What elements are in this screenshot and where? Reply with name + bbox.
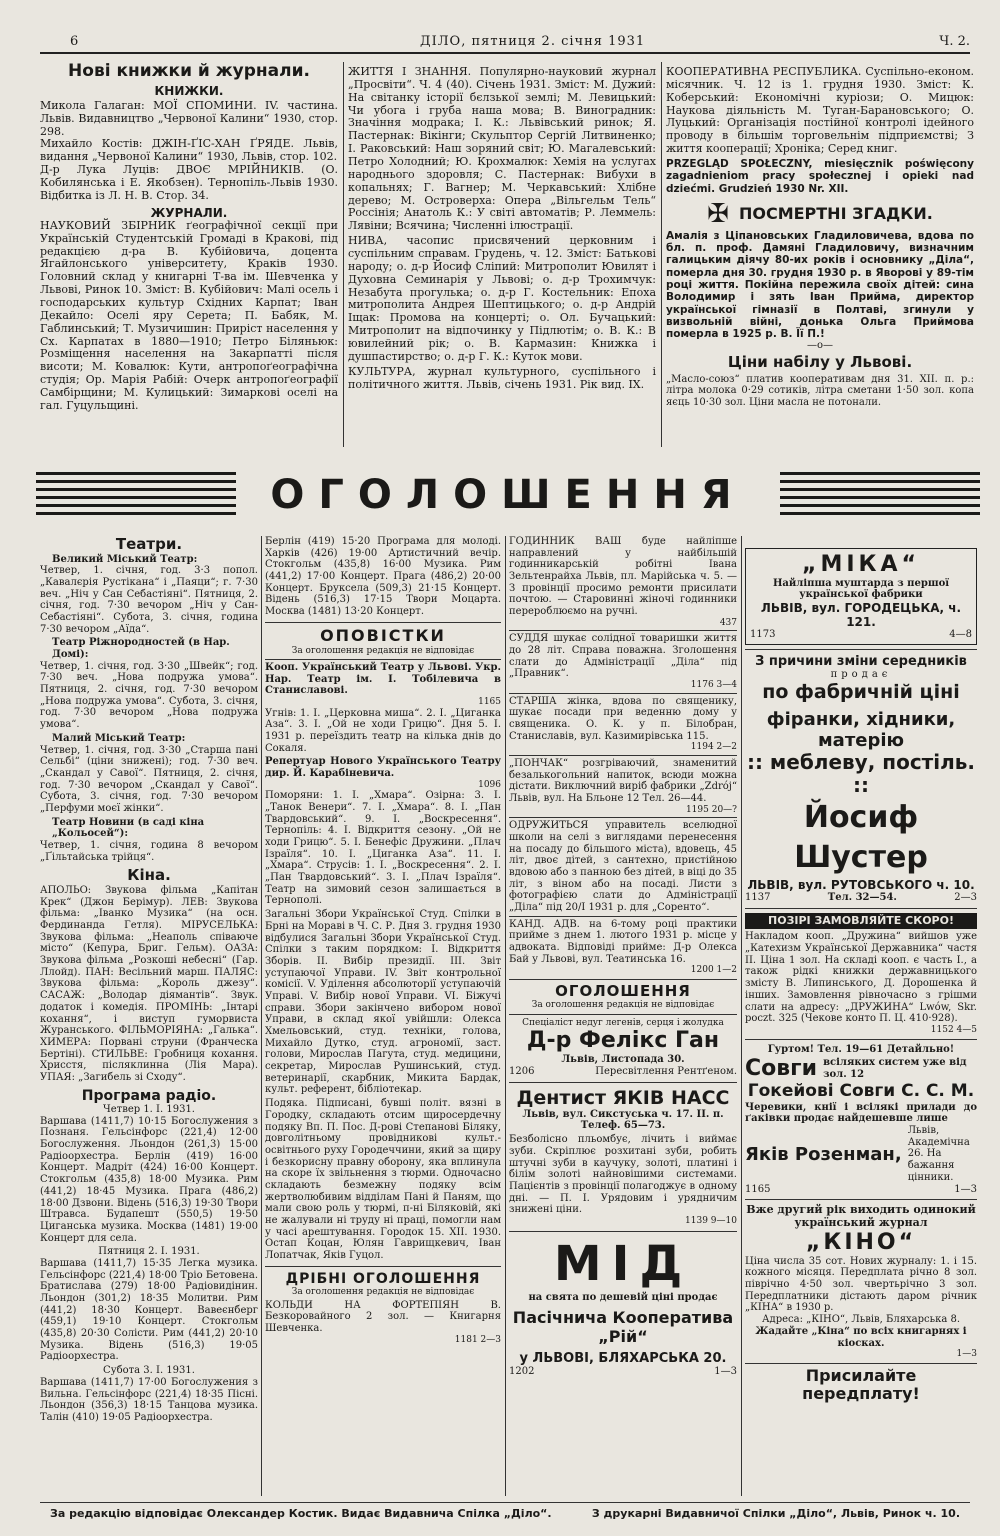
announcements-disclaimer: За оголошення редакція не відповідає <box>531 1000 715 1011</box>
radio-day: Пятниця 2. І. 1931. <box>98 1246 200 1258</box>
ad-number: 1139 9—10 <box>685 1215 737 1226</box>
ad-number: 1194 2—2 <box>690 742 737 753</box>
announcements-banner <box>36 462 980 528</box>
journal-entry: НАУКОВИЙ ЗБІРНИК ґеографічної секції при Українській Студентській Громаді в Кракові, під редакцією д-ра В. Кубійовича, доцента Ягайлонського університету, Краків 1930. Головний склад у книгарні Т-ва ім. Шевченка у Львові, Ринок 10. Зміст: В. Кубійович: Малі осель і господарських культур Східних Карпат; Іван Декайло: Оселі яру Серета; П. Бабяк, М. Габлинський; Т. Музичишин: Приріст населення у Сх. Карпатах в 1880—1910; Петро Біляньюк: Розміщення населення на Закарпатті після висоти; М. Ковалюк: Кути, антропоґеографічна студія; Ор. Марія Рабій: Очерк антропоґеографії Самбірщини; М. Кулицький: Зимаркові оселі на гал. Гуцульщині. <box>40 218 338 412</box>
dentist-text: Безболісно пльомбує, лічить і виймає зуби. Скріплює розхитані зуби, робить штучні зуби в каучуку, золоті, платині і білім золоті найновішими системами. Пацієнтів з провінції полагоджує в одному дні. — П. І. Урядовим і урядничим знижені ціни. <box>509 1134 737 1216</box>
book-entry: Михайло Костів: ДЖІН-ҐІС-ХАН ҐРЯДЕ. Львів, видання „Червоної Калини“ 1930, Львів, стор. 102. <box>40 137 338 164</box>
honey-address: у ЛЬВОВІ, БЛЯХАРСЬКА 20. <box>519 1350 727 1366</box>
theatre-schedule: Четвер, 1. січня, год. 3·30 „Старша пані Сельбі“ (ціни знижені); год. 7·30 веч. „Скандал у Савої“. Пятниця, 2. січня, год. 7·30 вечором „Скандал у Савої“. Субота, 3. січня, год. 7·30 вечором „Перфуми моєї жінки“. <box>40 744 258 814</box>
ads-column-center <box>509 536 737 1498</box>
theatre-schedule: Четвер, 1. січня, год. 3·30 „Швейк“; год. 7·30 веч. „Нова подружа умова“. Пятниця, 2. січня, год. 7·30 вечором „Нова подружа умова“. Субота, 3. січня, год. 7·30 вечором „Нова подружа умова“. <box>40 660 258 731</box>
notice-student-union: Загальні Збори Української Студ. Спілки в Брні на Мораві в Ч. С. Р. Дня 3. грудня 1930 відбулися Загальні Збори Української Студ. Спілки з таким порядком: I. Відкриття Зборів. II. Вибір президії. III. Звіт уступаючої Управи. IV. Звіт контрольної комісії. V. Уділення абсолюторії уступаючій Управі. V. Вибір нової Управи. VI. Біжучі справи. Збори закінчено вибором нової Управи, в склад якої увійшли: Олекса Хмельовський, студ. техніки, голова, Михайло Дутко, студ. агрономії, заст. голови, Мирослав Пагута, студ. медицини, секретар, Мирослав Рушинський, студ. ветеринарії, скарбник, Микита Бардак, культ. референт, бібліотекар. <box>265 909 501 1096</box>
separator: —о— <box>806 340 834 352</box>
dentist-name: Дентист ЯКІВ НАСС <box>516 1086 730 1109</box>
cinemas-title: Кіна. <box>127 866 171 885</box>
issue-number: Ч. 2. <box>939 34 970 49</box>
column-divider <box>261 536 262 1496</box>
footer-editor: За редакцію відповідає Олександер Костик. Видає Видавнича Спілка „Діло“. <box>50 1507 552 1520</box>
announcements-title: ОГОЛОШЕННЯ <box>555 981 691 1000</box>
mika-text: Найліпша муштарда з першої української фабрики <box>772 577 950 601</box>
ad-number: 1165 <box>745 1183 771 1195</box>
mika-ad <box>745 548 977 645</box>
radio-program: Варшава (1411,7) 10·15 Богослужения з Познаня. Гельсінфорс (221,4) 12·00 Богослуження. Льондон (261,3) 15·00 Радіоорхестра. Берлін (419) 16·00 Концерт. Мадріт (424) 16·00 Концерт. Стокгольм (435,8) 18·00 Музика. Рим (441,2) 18·45 Музика. Прага (486,2) 18·00 Дзвони. Відень (516,3) 19·30 Твори Штравса. Будапешт (550,5) 19·50 Циганська музика. Москва (1481) 19·00 Концерт для села. <box>40 1115 258 1244</box>
ad-number: 1195 20—? <box>685 804 737 815</box>
radio-title: Програма радіо. <box>81 1087 217 1104</box>
obituary-heading <box>666 198 974 229</box>
kino-title: „КІНО“ <box>805 1229 917 1255</box>
radio-day: Четвер 1. І. 1931. <box>103 1104 195 1116</box>
journals-column <box>348 66 656 450</box>
small-ad-ponchak: „ПОНЧАК“ розгріваючий, знаменитий безалькогольний напиток, всюди можна дістати. Виключний виріб фабрики „Zdrój“ Львів, вул. На Бльоне 12 Тел. 26—44. <box>509 757 737 804</box>
ad-number: 4—8 <box>949 629 972 641</box>
notice-theatre: Кооп. Український Театр у Львові. Укр. Нар. Театр ім. І. Тобілевича в Станиславові. <box>265 662 501 697</box>
small-ad: КОЛЬДИ НА ФОРТЕПІЯН В. Безкоровайного 2 зол. — Книгарня Шевченка. <box>265 1299 501 1335</box>
ad-number: 1176 3—4 <box>690 680 737 691</box>
radio-continued: Берлін (419) 15·20 Програма для молоді. Харків (426) 19·00 Артистичний вечір. Стокгольм (435,8) 16·00 Музика. Рим (441,2) 17·00 Концерт. Прага (486,2) 20·00 Концерт. Бруксела (509,3) 21·15 Концерт. Відень (516,3) 17·15 Твори Моцарта. Москва (1481) 13·20 Концерт. <box>265 536 501 618</box>
skates-seller: Яків Розенман, <box>745 1143 902 1165</box>
small-ads-disclaimer: За оголошення редакція не відповідає <box>291 1287 475 1298</box>
mika-address: ЛЬВІВ, вул. ГОРОДЕЦЬКА, ч. 121. <box>760 601 962 630</box>
skates-phone: Гуртом! Тел. 19—61 Детайльно! <box>767 1044 955 1056</box>
ad-number: 1096 <box>478 779 501 790</box>
page-number: 6 <box>70 34 79 49</box>
radio-program: Варшава (1411,7) 15·35 Легка музика. Гельсінфорс (221,4) 18·00 Тріо Бетовена. Братислава (279) 18·00 Радіовидінин. Льондон (301,2) 18·35 Молитви. Рим (441,2) 18·30 Концерт. Вавеєнберг (459,1) 19·10 Концерт. Стокгольм (435,8) 20·30 Солісти. Рим (441,2) 20·10 Музика. Відень (516,3) 19·05 Радіоорхестра. <box>40 1257 258 1363</box>
notice-thanks: Подяка. Підписані, бувші політ. вязні в Городку, складають отсим щиросердечну подяку Вп. П. Пос. Д-рові Степанові Біляку, довголітньому провідникові культ.-освітнього руху Городеччини, який за щиру і безкорисну правну оборону, яка вплинула на скоре їх звільнення з тюрми. Одночасно складають безмежну подяку всім жертволюбивим відділам Пані й Паням, що мали свою роль у тюрмі, п-ні Біляковій, які не жалували ні труду ні праці, помогли нам у часі арештування. Городок 15. XII. 1930. Остап Коцан, Юлян Гаврищкевич, Іван Лопатчак, Яків Гуцол. <box>265 1098 501 1262</box>
small-ad: СТАРША жінка, вдова по священику, шукає посади при веденню дому у священика. О. К. у п. Білобран, Станиславів, вул. Казимирівська 115. <box>509 695 737 742</box>
theatre-name: Театр Ріжнородностей (в Нар. Домі): <box>52 637 230 661</box>
honey-title: МІД <box>553 1235 693 1292</box>
theatres-column <box>40 536 258 1498</box>
honey-subtitle: на свята по дешевій ціні продає <box>528 1291 718 1303</box>
doctor-specialty: Спеціаліст недуг легенів, серця і жолудка <box>522 1017 724 1028</box>
dentist-phone: Телеф. 65—73. <box>580 1120 666 1132</box>
skates-text: Черевики, кнії і всілякі прилади до ґаківки продає найдешевше лише <box>745 1101 977 1125</box>
ad-number: 1173 <box>750 629 776 641</box>
notice-theatre-schedule: Угнів: 1. I. „Церковна миша“. 2. I. „Циганка Аза“. 3. I. „Ой не ходи Грицю“. Дня 5. I. 1931 р. переїздить театр на кілька днів до Сокаля. <box>265 707 501 754</box>
skates-price: всіляких систем уже від зол. 12 <box>823 1057 967 1080</box>
shuster-price: по фабричній ціні <box>762 680 960 703</box>
theatre-name: Малий Міський Театр: <box>52 732 186 744</box>
mika-title: „МІКА“ <box>801 552 920 577</box>
notices-column <box>265 536 501 1498</box>
journal-kooperatyvna: КООПЕРАТИВНА РЕСПУБЛИКА. Суспільно-економ. місячник. Ч. 12 із 1. грудня 1930. Зміст: К. Коберський: Економічні куріози; О. Мицюк: Наукова діяльність М. Туган-Барановського; О. Луцький: Організація постійної контролі ідейного проводу в більшім торговельнім підприємстві; З життя кооперації; Хроніка; Серед книг. <box>666 66 974 156</box>
shuster-name: Йосиф Шустер <box>794 799 928 875</box>
shuster-phone: Тел. 32—54. <box>827 891 897 903</box>
shuster-goods-2: :: меблеву, постіль. :: <box>746 750 976 798</box>
cooperative-column <box>666 66 974 452</box>
column-divider <box>661 62 662 447</box>
small-ads-title: ДРІБНІ ОГОЛОШЕННЯ <box>285 1270 481 1287</box>
notice-repertoire-title: Репертуар Нового Українського Театру дир. Й. Карабіневича. <box>265 756 501 780</box>
ad-number: 1—3 <box>956 1349 977 1360</box>
book-entry: Микола Галаган: МОЇ СПОМИНИ. IV. частина. Львів. Видавництво „Червоної Калини“ 1930, стор. 298. <box>40 98 338 138</box>
ads-column-right <box>745 536 977 1498</box>
subscribe-call: Присилайте передплату! <box>802 1365 920 1404</box>
ad-number: 1—3 <box>714 1365 737 1377</box>
cinema-listings: АПОЛЬО: Звукова фільма „Капітан Крек“ (Джон Берімур). ЛЕВ: Звукова фільма: „Іванко Музика“ (на осн. Фердинанда Гетля). МІРУСЕЛЬКА: Звукова фільма: „Неаполь співаюче місто“ (Кепура, Бриг. Гельм). ОАЗА: Звукова фільма „Розкоші небесні“ (Гар. Ллойд). ПАН: Весільний марш. ПАЛЯС: Звукова фільма: „Король джезу“. САСАЖ: „Володар діямантів“. Звук. додаток і комедія. ПРОМІНЬ: „Інтарі кохання“, і виступ гуморвиста Журанського. ФІЛЬМОРІЯНА: „Галька“. ХИМЕРА: Порвані струни (Франческа Бертіні). СТИЛЬВЕ: Гробниця кохання. Хрисстя, післяклинна (Лія Мара). УПАЯ: „Загибель зі Сходу“. <box>40 884 258 1083</box>
radio-day: Субота 3. І. 1931. <box>103 1365 195 1377</box>
books-title: Нові книжки й журнали. <box>68 62 310 81</box>
prices-title: Ціни набілу у Львові. <box>727 353 913 372</box>
column-divider <box>343 62 344 447</box>
ad-number: 1181 2—3 <box>454 1334 501 1345</box>
journal-nyva: НИВА, часопис присвячений церковним і суспільним справам. Грудень, ч. 12. Зміст: Батькові народу; о. д-р Йосиф Сліпий: Митрополит Ювилят і Духовна Семинарія у Львові; о. д-р Трохимчук: Незабута прогулька; о. д-р Г. Костельник: Епоха митрополита Андрея Шептицького; о. д-р Андрій Іщак: Промова на концерті; о. Ол. Бучацький: Митрополит на відпочинку у Підлютім; о. В. К.: В ювилейний рік; о. В. Кармазин: Книжка і душпастирство; о. д-р Г. К.: Куток мови. <box>348 234 656 363</box>
small-ad: СУДДЯ шукає солідної товаришки життя до 28 літ. Справа поважна. Зголошення слати до Адміністрації „Діла“ під „Правник“. <box>509 633 737 680</box>
ad-number: 1200 1—2 <box>690 965 737 976</box>
shuster-goods: фіранки, хідники, матерію <box>766 708 956 752</box>
footer-printer: З друкарні Видавничої Спілки „Діло“, Львів, Ринок ч. 10. <box>591 1507 960 1520</box>
masthead: ДІЛО, пятниця 2. січня 1931 <box>420 34 646 49</box>
theatre-name: Великий Міський Театр: <box>52 553 198 565</box>
obituary-text: Амалія з Ціпановських Гладиловичева, вдова по бл. п. проф. Дамяні Гладиловичу, визначним галицьким діячу 80-их років і основнику „Діла“, померла дня 30. грудня 1930 р. в Яворові у 89-тім році життя. Покійна пережила своїх дітей: сина Володимир і зять Іван Прийма, директор української гімназії в Полтаві, згинули у визвольній війні, донька Ольга Приймова померла в 1925 р. В. Її П.! <box>666 229 974 341</box>
small-ad-marriage: ОДРУЖИТЬСЯ управитель вселюдної школи на селі з виглядами перенесення на посаду до більшого міста), вдовець, 45 літ, двоє дітей, з сантехно, пристійною вдовою або з панною без дітей, в віці до 35 літ, з віном або на посаді. Листи з фотографією слати до Адміністрації „Діла“ під 20/I 1931 р. для „Соренто“. <box>509 820 737 913</box>
page-header <box>40 30 970 54</box>
radio-program: Варшава (1411,7) 17·00 Богослужения з Вильна. Гельсінфорс (221,4) 18·35 Пісні. Льондон (356,3) 18·15 Танцова музика. Талін (410) 19·05 Радіоорхестра. <box>40 1376 258 1423</box>
ad-number: 1206 <box>509 1065 535 1077</box>
small-ad-lawyer: КАНД. АДВ. на 6-тому році практики прийме з днем 1. лютого 1931 р. місце у адвоката. Відповіді прийме: Д-р Олекса Бай у Львові, вул. Театинська 16. <box>509 918 737 965</box>
ad-number: 437 <box>719 617 737 628</box>
column-divider <box>505 536 506 1496</box>
theatre-schedule: Четвер, 1. січня, год. 3·3 попол. „Кавалєрія Рустікана“ і „Паяци“; г. 7·30 веч. „Ніч у Сан Себастіяні“. Пятниця, 2. січня, год. 7·30 вечором „Ніч у Сан-Себастіяні“. Субота, 3. січня, година 7·30 вечором „Аїда“. <box>40 565 258 635</box>
kino-address: Адреса: „КІНО“, Львів, Бляхарська 8. <box>761 1314 960 1326</box>
theatres-title: Театри. <box>115 536 183 553</box>
small-ad-watchmaker: ГОДИННИК ВАШ буде найліпше направлений у найбільшій годинникарській робітні Івана Зельтенрайха Львів, пл. Марійська ч. 5. — З провінції просимо ремонти присилати почтою. — Старовинні жіночі годинники перероблюємо на ручні. <box>509 536 737 618</box>
kino-intro: Вже другий рік виходить одинокий український журнал <box>746 1203 976 1230</box>
skates-address: Львів, Академічна 26. На бажання цінники. <box>907 1125 970 1183</box>
doctor-name: Д-р Фелікс Ган <box>526 1028 720 1054</box>
journal-przeglad: PRZEGLĄD SPOŁECZNY, miesięcznik poświęcony zagadnieniom pracy społecznej i opieki nad dziećmi. Grudzień 1930 Nr. XII. <box>666 158 974 195</box>
skates-hockey: Гокейові Совги С. С. М. <box>747 1080 975 1101</box>
dentist-address: Львів, вул. Сикстуська ч. 17. II. п. <box>522 1108 724 1120</box>
doctor-address: Львів, Листопада 30. <box>561 1054 685 1066</box>
page-footer <box>40 1502 970 1526</box>
shuster-sells: продає <box>830 669 892 681</box>
notices-title: ОПОВІСТКИ <box>320 625 446 645</box>
journal-zhyttia: ЖИТТЯ І ЗНАННЯ. Популярно-науковий журнал „Просвіти“. Ч. 4 (40). Січень 1931. Зміст: М. Дужий: На світанку історії бєлзької землі; М. Левицький: Чи убога і груба наша мова; В. Виноградник: Значіння модрака; І. К.: Львівський ринок; Я. Пастернак: Вікінги; Скульптор Сергій Литвиненко; І. Раковський: Наш зоряний світ; Ю. Магалевський: Петро Холодний; Ю. Крохмалюк: Хемія на услугах народнього здоровля; С. Пастернак: Вибухи в копальнях; Г. Вагнер; М. Черкавський: Хлібне дерево; М. Островерха: Опера „Вільгельм Тель“ Россінія; Анатоль К.: У світі автоматів; Р. Леммель: Лявіни; Всячина; Численні ілюстрації. <box>348 66 656 233</box>
book-entry: Д-р Лука Луців: ДВОЄ МРІЙНИКІВ. (О. Кобилянська і Е. Якобзен). Тернопіль-Львів 1930. Відбитка із Л. Н. В. Стор. 34. <box>40 163 338 202</box>
notices-disclaimer: За оголошення редакція не відповідає <box>291 645 475 656</box>
theatre-schedule: Четвер, 1. січня, година 8 вечором „Ґільтайська трійця“. <box>40 840 258 863</box>
journals-subheading: ЖУРНАЛИ. <box>150 205 228 220</box>
druzhyna-heading: ПОЗІРІ ЗАМОВЛЯЙТЕ СКОРО! <box>745 913 977 930</box>
orthodox-cross-icon: ✠ <box>707 198 729 229</box>
ad-number: 1165 <box>478 697 501 708</box>
ad-number: 2—3 <box>954 891 977 903</box>
journal-kultura: КУЛЬТУРА, журнал культурного, суспільного і політичного життя. Львів, січень 1931. Рік вид. IX. <box>348 364 656 391</box>
kino-available: Жадайте „Кіна“ по всіх книгарнях і кіосках. <box>755 1325 967 1349</box>
ad-number: 1137 <box>745 891 771 903</box>
notice-repertoire: Поморяни: 1. I. „Хмара“. Озірна: 3. I. „Танок Венери“. 7. I. „Хмара“. 8. I. „Пан Твардовський“. 9. I. „Воскресення“. Тернопіль: 4. I. Відкриття сезону. „Ой не ходи Грицю“. 5. I. Бенефіс Дружини. „Плач Ізраїля“. 10. I. „Циганка Аза“. 11. I. „Хмара“. Струсів: 1. I. „Воскресення“. 2. I. „Пан Твардовський“. 3. I. „Плач Ізраїля“. Театр на зимовий сезон залишається в Тернополі. <box>265 790 501 907</box>
ad-number: 1—3 <box>954 1183 977 1195</box>
skates-title: Совги <box>745 1056 818 1082</box>
shuster-address: ЛЬВІВ, вул. РУТОВСЬКОГО ч. 10. <box>747 877 975 892</box>
prices-text: „Масло-союз“ платив кооперативам дня 31. XII. п. р.: літра молока 0·29 сотиків, літра сметани 1·50 зол. копа яєць 10·30 зол. Ціни масла не потонали. <box>666 373 974 408</box>
shuster-heading: З причини зміни середників <box>755 653 967 669</box>
column-divider <box>741 536 742 1496</box>
kino-text: Ціна числа 35 сот. Нових журналу: 1. і 15. кожного місяця. Передплата річно 8 зол. піврічно 4·50 зол. чвертьрічно 3 зол. Передплатники дістають даром річник „КІНА“ в 1930 р. <box>745 1255 977 1314</box>
honey-coop-name: Пасічнича Кооператива „Рій“ <box>512 1308 734 1346</box>
ad-number: 1202 <box>509 1365 535 1377</box>
obituary-title: ПОСМЕРТНІ ЗГАДКИ. <box>738 203 933 223</box>
theatre-name: Театр Новини (в саді кіна „Кольосей“): <box>52 816 205 840</box>
druzhyna-text: Накладом кооп. „Дружина“ вийшов уже „Катехизм Української Державника“ частя II. Ціна 1 зол. На складі кооп. є часть I., а також рідкі книжки державницького змісту В. Липинського, Д. Дорошенка й інших. Замовлення рівночасно з грішми слати на адресу: „ДРУЖИНА“ Lwów, Skr. poczt. 325 (Чекове конто П. Ц. 410·928). <box>745 931 977 1025</box>
banner-title: ОГОЛОШЕННЯ <box>236 470 780 520</box>
new-books-section <box>40 62 338 450</box>
books-subheading: КНИЖКИ. <box>154 83 224 98</box>
doctor-service: Пересвітлення Рентґеном. <box>595 1065 737 1077</box>
ad-number: 1152 4—5 <box>930 1024 977 1035</box>
